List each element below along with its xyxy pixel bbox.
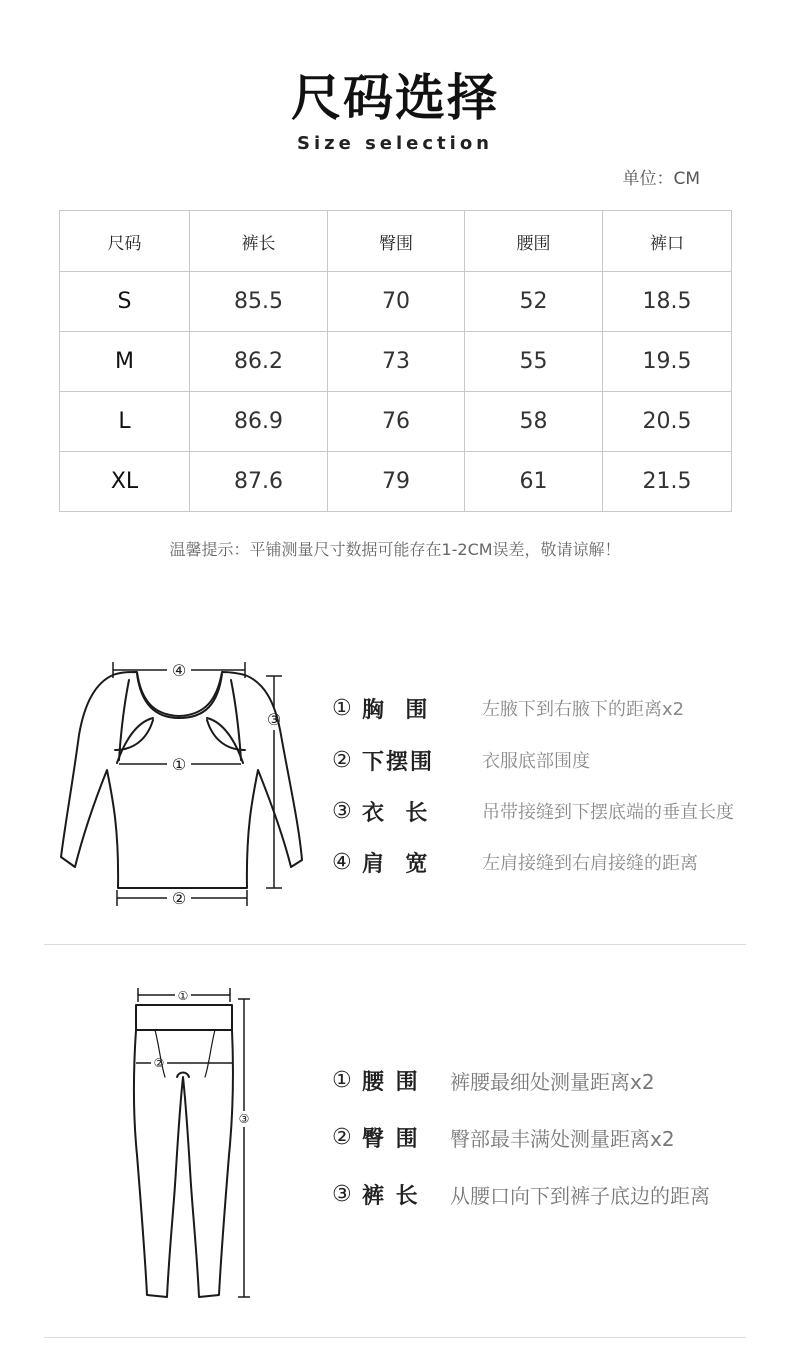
unit-label: 单位：CM [622, 169, 700, 189]
guide-number: ② [332, 1124, 352, 1150]
guide-item-length [332, 796, 734, 826]
guide-label: 衣 长 [362, 800, 430, 826]
header-size: 尺码 [60, 211, 190, 272]
cell-pants-length: 87.6 [190, 452, 328, 512]
guide-number: ① [332, 1067, 352, 1093]
table-row [60, 452, 732, 512]
page-subtitle: Size selection [296, 133, 493, 154]
cell-size: M [60, 332, 190, 392]
cell-leg-opening: 19.5 [603, 332, 732, 392]
guide-desc: 裤腰最细处测量距离x2 [450, 1069, 655, 1094]
guide-desc: 左腋下到右腋下的距离x2 [482, 699, 685, 720]
header-waist: 腰围 [465, 211, 603, 272]
shirt-diagram [55, 660, 305, 915]
guide-item-hem [332, 745, 590, 775]
cell-waist: 61 [465, 452, 603, 512]
pants-diagram [125, 985, 255, 1305]
cell-size: S [60, 272, 190, 332]
section-divider [44, 944, 746, 945]
table-header-row [60, 211, 732, 272]
mark-pants-length: ③ [238, 1112, 250, 1126]
guide-label: 胸 围 [362, 697, 430, 723]
cell-size: L [60, 392, 190, 452]
guide-item-shoulder [332, 847, 698, 877]
guide-desc: 吊带接缝到下摆底端的垂直长度 [482, 802, 734, 823]
table-row [60, 272, 732, 332]
cell-leg-opening: 18.5 [603, 272, 732, 332]
mark-waist: ① [177, 989, 189, 1003]
cell-pants-length: 86.2 [190, 332, 328, 392]
cell-hip: 79 [328, 452, 465, 512]
cell-leg-opening: 21.5 [603, 452, 732, 512]
cell-hip: 70 [328, 272, 465, 332]
guide-item-pants-length [332, 1179, 710, 1209]
guide-item-chest [332, 693, 684, 723]
guide-label: 下摆围 [362, 749, 435, 775]
header-leg-opening: 裤口 [603, 211, 732, 272]
header-pants-length: 裤长 [190, 211, 328, 272]
mark-chest: ① [171, 755, 187, 774]
mark-hem: ② [171, 889, 187, 908]
cell-hip: 76 [328, 392, 465, 452]
cell-leg-opening: 20.5 [603, 392, 732, 452]
cell-pants-length: 86.9 [190, 392, 328, 452]
section-divider [44, 1337, 746, 1338]
mark-length: ③ [266, 710, 282, 729]
guide-number: ① [332, 695, 352, 721]
cell-waist: 58 [465, 392, 603, 452]
guide-label: 肩 宽 [362, 851, 430, 877]
cell-size: XL [60, 452, 190, 512]
mark-hip: ② [153, 1056, 165, 1070]
guide-number: ② [332, 747, 352, 773]
guide-item-waist [332, 1065, 655, 1095]
page-title: 尺码选择 [291, 69, 499, 127]
guide-desc: 衣服底部围度 [482, 751, 590, 772]
guide-label: 裤 长 [362, 1183, 420, 1209]
cell-hip: 73 [328, 332, 465, 392]
guide-label: 臀 围 [362, 1126, 420, 1152]
guide-desc: 从腰口向下到裤子底边的距离 [450, 1183, 710, 1208]
table-row [60, 332, 732, 392]
table-row [60, 392, 732, 452]
header-hip: 臀围 [328, 211, 465, 272]
cell-pants-length: 85.5 [190, 272, 328, 332]
guide-desc: 臀部最丰满处测量距离x2 [450, 1126, 675, 1151]
mark-shoulder: ④ [171, 661, 187, 680]
size-table [59, 210, 732, 512]
cell-waist: 55 [465, 332, 603, 392]
guide-item-hip [332, 1122, 675, 1152]
guide-label: 腰 围 [362, 1069, 420, 1095]
guide-desc: 左肩接缝到右肩接缝的距离 [482, 853, 698, 874]
guide-number: ④ [332, 849, 352, 875]
measurement-tip: 温馨提示：平铺测量尺寸数据可能存在1-2CM误差，敬请谅解！ [169, 540, 621, 559]
guide-number: ③ [332, 1181, 352, 1207]
guide-number: ③ [332, 798, 352, 824]
cell-waist: 52 [465, 272, 603, 332]
